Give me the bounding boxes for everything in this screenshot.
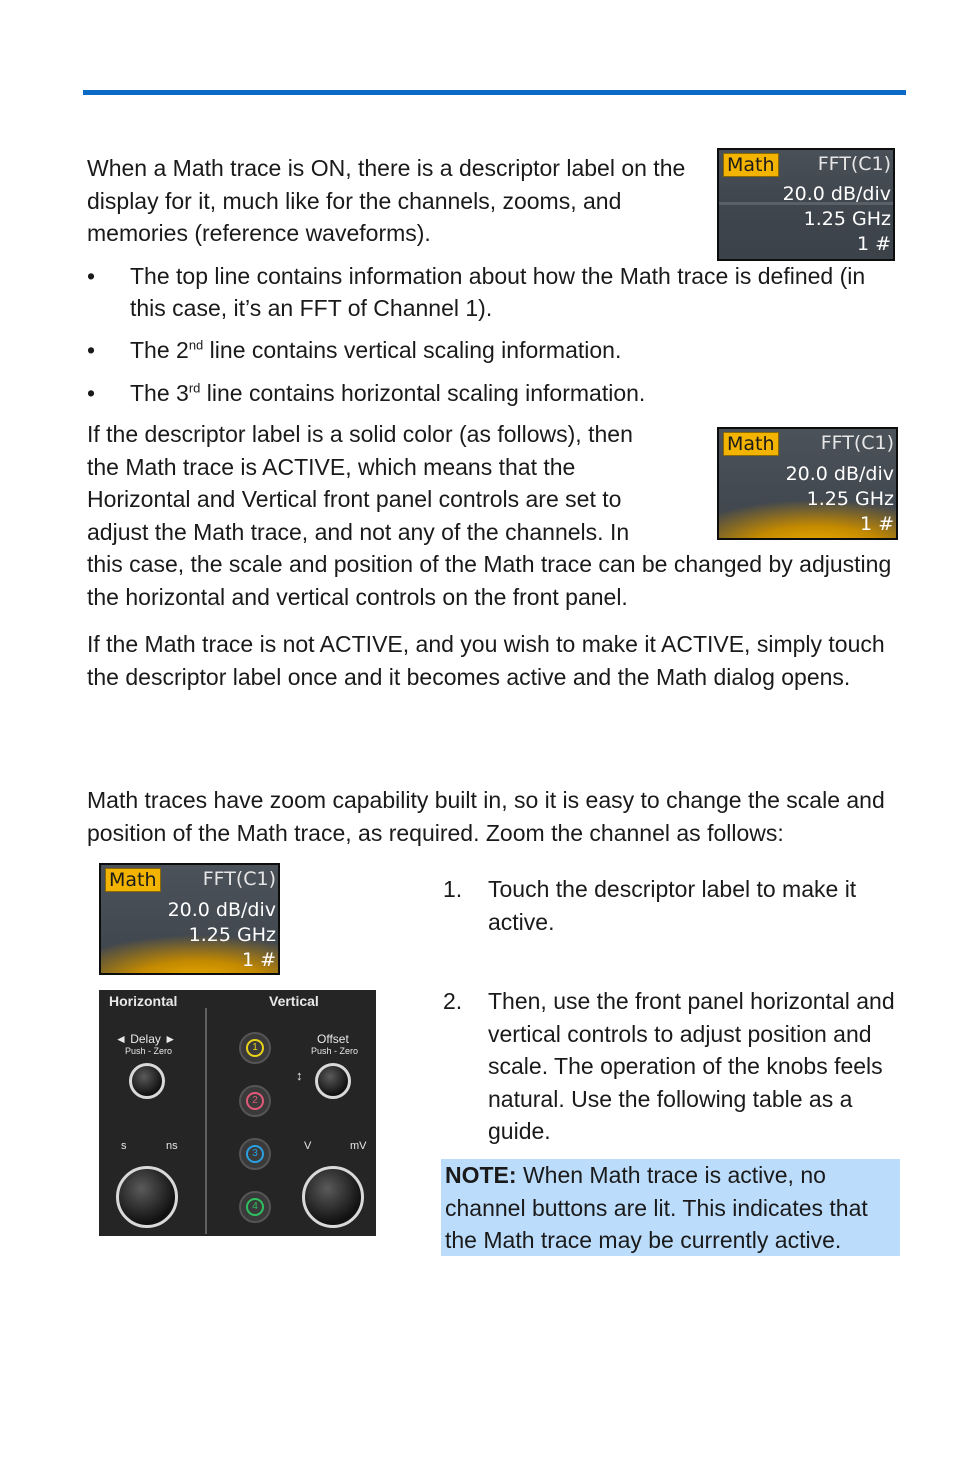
vertical-title: Vertical	[269, 993, 319, 1009]
channel-3-button[interactable]: 3	[239, 1138, 271, 1170]
descriptor-vertical-scale: 20.0 dB/div	[167, 899, 276, 921]
descriptor-horizontal-scale: 1.25 GHz	[803, 208, 891, 230]
offset-knob[interactable]	[315, 1063, 351, 1099]
front-panel-controls	[99, 990, 376, 1236]
offset-sub-label: Push - Zero	[311, 1046, 359, 1056]
horizontal-title: Horizontal	[109, 993, 178, 1009]
vertical-v-label: V	[304, 1140, 312, 1152]
horizontal-s-label: s	[121, 1140, 127, 1152]
step-item	[443, 873, 905, 939]
horizontal-scale-knob[interactable]	[116, 1166, 178, 1228]
zoom-paragraph: Math traces have zoom capability built in, so it is easy to change the scale and position of the Math trace, as required. Zoom the channel as follows:	[87, 787, 885, 846]
active-paragraph: If the descriptor label is a solid color (as follows), then the Math trace is ACTIVE, which means that the Horizontal and Vertical front panel controls are set to adjust the Math trace, and not any of the channels. In this case, the scale and position of the Math trace can be changed by adjusting the horizontal and vertical controls on the front panel.	[87, 421, 892, 610]
step-item	[443, 985, 905, 1147]
step-number: 2.	[443, 988, 463, 1014]
descriptor-horizontal-scale: 1.25 GHz	[806, 488, 894, 510]
step-text: Touch the descriptor label to make it active.	[488, 876, 857, 935]
bullet-item: • The 2nd line contains vertical scaling information.	[87, 334, 902, 366]
delay-label: ◄ Delay ►	[115, 1032, 177, 1046]
bullet-item: • The top line contains information about how the Math trace is defined (in this case, it’s an FFT of Channel 1).	[87, 260, 902, 324]
delay-sub-label: Push - Zero	[125, 1046, 173, 1056]
descriptor-tag: Math	[723, 432, 779, 456]
header-rule	[83, 90, 906, 95]
descriptor-count: 1 #	[241, 949, 276, 971]
horizontal-ns-label: ns	[166, 1140, 178, 1152]
math-descriptor-label-inactive[interactable]	[717, 148, 895, 261]
vertical-mv-label: mV	[350, 1140, 367, 1152]
not-active-paragraph: If the Math trace is not ACTIVE, and you wish to make it ACTIVE, simply touch the descriptor label once and it becomes active and the Math dialog opens.	[87, 631, 885, 690]
panel-divider	[205, 1008, 207, 1234]
intro-paragraph: When a Math trace is ON, there is a descriptor label on the display for it, much like for the channels, zooms, and memories (reference waveforms).	[87, 155, 686, 246]
descriptor-source: FFT(C1)	[202, 868, 276, 890]
descriptor-count: 1 #	[856, 233, 891, 255]
descriptor-source: FFT(C1)	[817, 153, 891, 175]
descriptor-vertical-scale: 20.0 dB/div	[785, 463, 894, 485]
delay-knob[interactable]	[129, 1063, 165, 1099]
note-text: When Math trace is active, no channel buttons are lit. This indicates that the Math trace may be currently active.	[445, 1162, 868, 1253]
bullet-text: The 2nd line contains vertical scaling information.	[130, 337, 622, 363]
descriptor-tag: Math	[723, 153, 779, 177]
descriptor-horizontal-scale: 1.25 GHz	[188, 924, 276, 946]
descriptor-source: FFT(C1)	[820, 432, 894, 454]
offset-label: Offset	[317, 1032, 349, 1046]
channel-1-button[interactable]: 1	[239, 1032, 271, 1064]
vertical-scale-knob[interactable]	[302, 1166, 364, 1228]
step-text: Then, use the front panel horizontal and vertical controls to adjust position and scale. The operation of the knobs feels natural. Use the following table as a guide.	[488, 988, 895, 1144]
bullet-text: The 3rd line contains horizontal scaling information.	[130, 380, 646, 406]
offset-arrow-icon: ↕	[296, 1068, 303, 1083]
note-label: NOTE:	[445, 1162, 517, 1188]
channel-2-button[interactable]: 2	[239, 1085, 271, 1117]
bullet-item: • The 3rd line contains horizontal scaling information.	[87, 377, 902, 409]
note-box	[441, 1159, 900, 1256]
descriptor-count: 1 #	[859, 513, 894, 535]
step-number: 1.	[443, 876, 463, 902]
descriptor-tag: Math	[105, 868, 161, 892]
channel-4-button[interactable]: 4	[239, 1191, 271, 1223]
descriptor-vertical-scale: 20.0 dB/div	[782, 183, 891, 205]
bullet-text: The top line contains information about how the Math trace is defined (in this case, it’s an FFT of Channel 1).	[130, 263, 866, 321]
math-descriptor-label-active[interactable]	[99, 863, 280, 975]
